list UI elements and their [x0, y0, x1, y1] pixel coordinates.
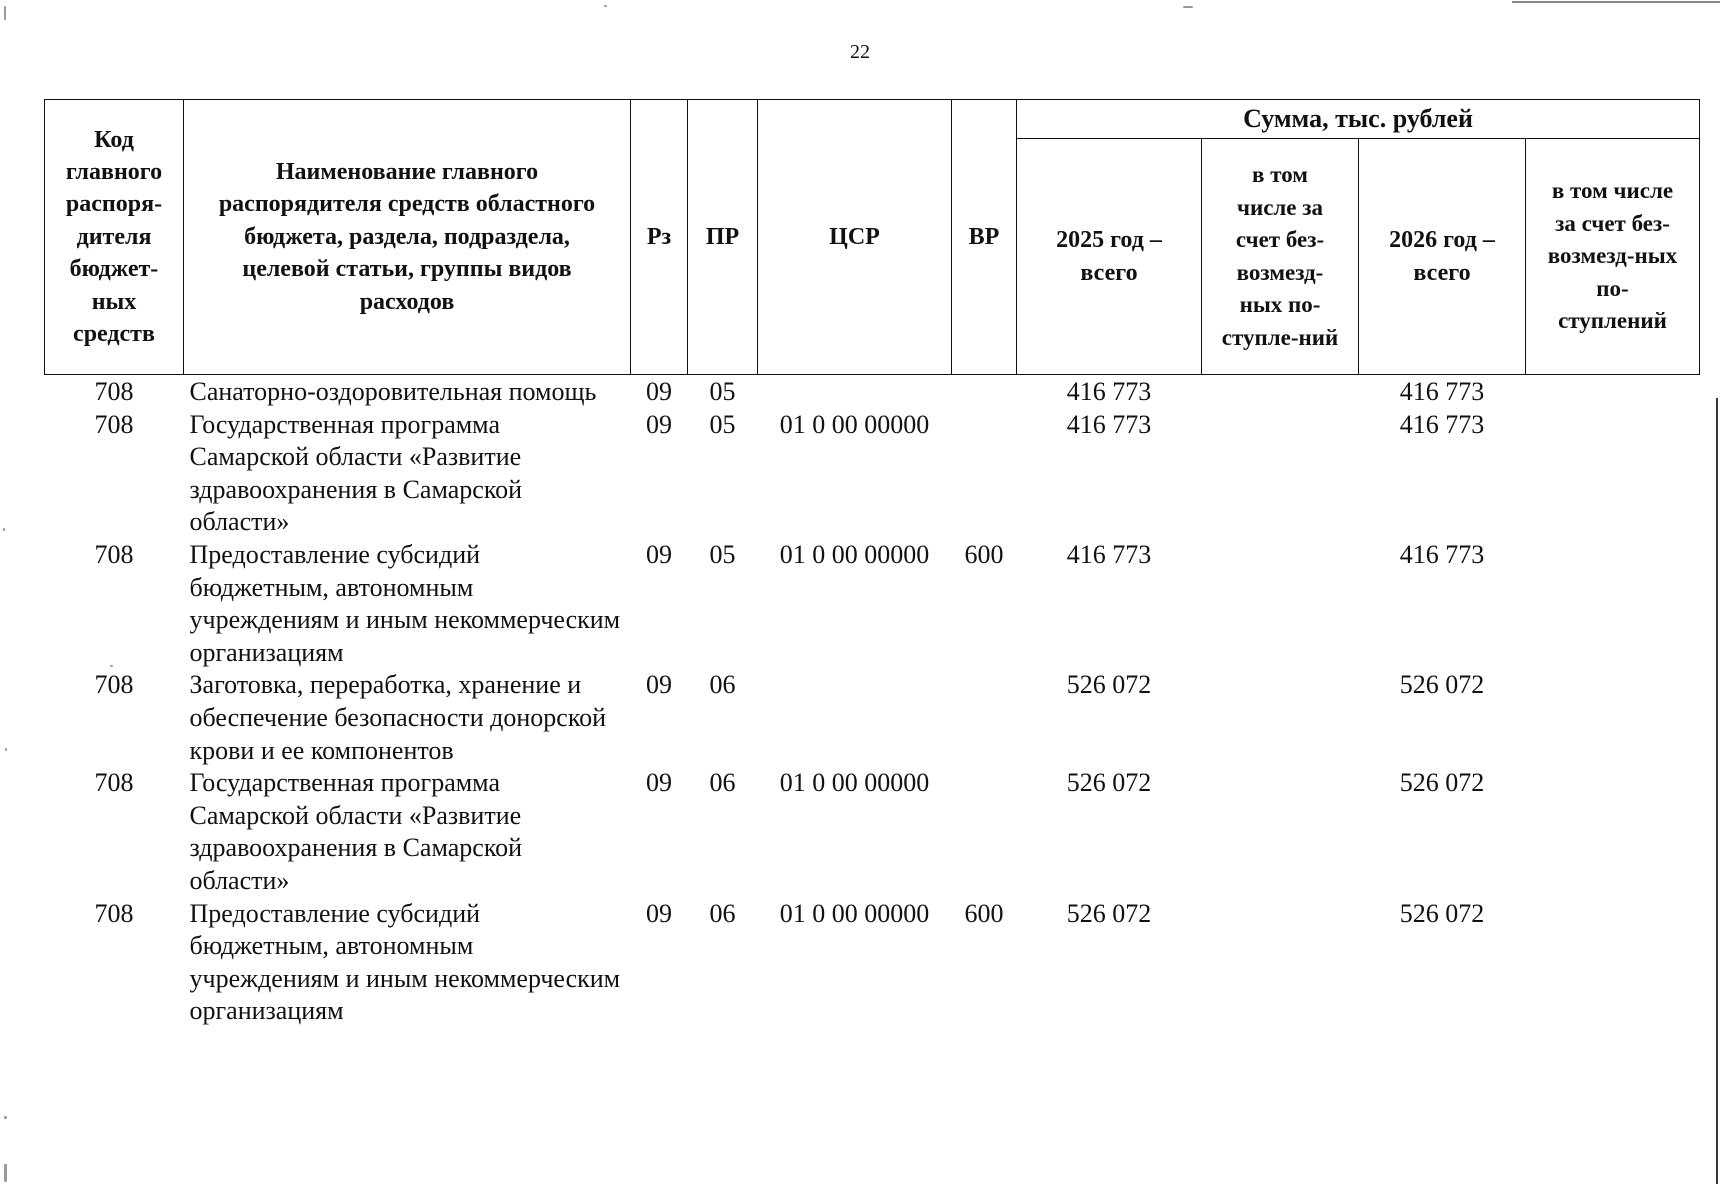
table-body [45, 375, 1700, 1028]
scan-speck [604, 5, 607, 7]
cell-2026-total: 416 773 [1399, 409, 1485, 439]
header-code: Код главного распоря-дителя бюджет-ных средств [45, 100, 184, 375]
cell-pr: 05 [709, 409, 736, 439]
cell-name: Предоставление субсидий бюджетным, автономным учреждениям и иным некоммерческим организациям [189, 898, 621, 1026]
header-row-top [45, 100, 1700, 139]
cell-vr [952, 375, 1017, 409]
cell-name: Государственная программа Самарской области «Развитие здравоохранения в Самарской области» [189, 409, 523, 537]
header-2026-free: в том числе за счет без-возмезд-ных по-ступлений [1526, 139, 1700, 375]
table-header [45, 100, 1700, 375]
cell-vr: 600 [964, 539, 1004, 569]
cell-2025-free [1202, 409, 1359, 539]
cell-2026-free [1526, 375, 1700, 409]
cell-pr: 06 [709, 898, 736, 928]
cell-code: 708 [94, 377, 134, 406]
cell-name: Предоставление субсидий бюджетным, автономным учреждениям и иным некоммерческим организациям [189, 539, 621, 667]
cell-code: 708 [94, 898, 134, 928]
cell-2026-free [1526, 669, 1700, 767]
cell-rz: 09 [646, 539, 672, 569]
cell-2026-free [1526, 539, 1700, 669]
header-2025-free: в том числе за счет без-возмезд-ных по-ступле-ний [1202, 139, 1359, 375]
cell-2025-free [1202, 898, 1359, 1028]
cell-csr: 01 0 00 00000 [779, 409, 930, 439]
table-row [45, 767, 1700, 897]
header-2026-total: 2026 год – всего [1359, 139, 1526, 375]
cell-rz: 09 [646, 898, 672, 928]
cell-2026-total: 416 773 [1399, 539, 1485, 569]
cell-csr [758, 375, 952, 409]
table-row [45, 375, 1700, 409]
scan-right-border [1716, 398, 1718, 1184]
table-row [45, 539, 1700, 669]
cell-2025-free [1202, 375, 1359, 409]
scan-speck [1183, 6, 1193, 8]
header-csr: ЦСР [758, 100, 952, 375]
scan-speck [4, 6, 6, 20]
header-2025-total: 2025 год – всего [1017, 139, 1202, 375]
scan-edge-line [1512, 1, 1720, 3]
scan-speck [3, 528, 5, 531]
cell-vr [952, 767, 1017, 897]
scan-speck [5, 748, 7, 751]
cell-rz: 09 [646, 670, 672, 700]
header-name: Наименование главного распорядителя средств областного бюджета, раздела, подраздела, целевой статьи, группы видов расходов [184, 100, 631, 375]
cell-2025-free [1202, 539, 1359, 669]
cell-rz: 09 [646, 409, 672, 439]
cell-2025-total: 416 773 [1066, 539, 1152, 569]
cell-2025-total: 526 072 [1066, 898, 1152, 928]
cell-2026-total: 526 072 [1399, 670, 1485, 700]
cell-2026-free [1526, 767, 1700, 897]
header-vr: ВР [952, 100, 1017, 375]
cell-csr [758, 669, 952, 767]
cell-csr: 01 0 00 00000 [779, 539, 930, 569]
table-row [45, 898, 1700, 1028]
cell-2025-total: 526 072 [1066, 670, 1152, 700]
cell-code: 708 [94, 768, 134, 798]
cell-2026-total: 416 773 [1399, 377, 1485, 406]
cell-pr: 05 [709, 377, 736, 406]
cell-2026-free [1526, 898, 1700, 1028]
cell-code: 708 [94, 539, 134, 569]
cell-vr [952, 669, 1017, 767]
header-sum-group: Сумма, тыс. рублей [1017, 100, 1700, 139]
cell-2025-free [1202, 767, 1359, 897]
cell-csr: 01 0 00 00000 [779, 898, 930, 928]
cell-2026-total: 526 072 [1399, 768, 1485, 798]
cell-pr: 06 [709, 768, 736, 798]
table-row [45, 409, 1700, 539]
cell-2026-free [1526, 409, 1700, 539]
cell-pr: 05 [709, 539, 736, 569]
header-rz: Рз [631, 100, 688, 375]
cell-name: Санаторно-оздоровительная помощь [189, 377, 597, 406]
cell-vr: 600 [964, 898, 1004, 928]
cell-name: Государственная программа Самарской области «Развитие здравоохранения в Самарской области» [189, 768, 523, 895]
cell-rz: 09 [646, 377, 672, 406]
budget-table [44, 99, 1700, 1028]
cell-2025-free [1202, 669, 1359, 767]
cell-2025-total: 416 773 [1066, 377, 1152, 406]
cell-rz: 09 [646, 768, 672, 798]
cell-csr: 01 0 00 00000 [779, 768, 930, 798]
cell-vr [952, 409, 1017, 539]
cell-2025-total: 416 773 [1066, 409, 1152, 439]
cell-pr: 06 [709, 670, 736, 700]
table-row [45, 669, 1700, 767]
scan-speck [4, 1116, 7, 1119]
cell-name: Заготовка, переработка, хранение и обеспечение безопасности донорской крови и ее компонентов [189, 670, 607, 765]
cell-2026-total: 526 072 [1399, 898, 1485, 928]
header-pr: ПР [688, 100, 758, 375]
cell-code: 708 [94, 409, 134, 439]
page-number: 22 [850, 41, 870, 63]
scan-speck [4, 1164, 7, 1182]
cell-code: 708 [94, 670, 134, 700]
cell-2025-total: 526 072 [1066, 768, 1152, 798]
